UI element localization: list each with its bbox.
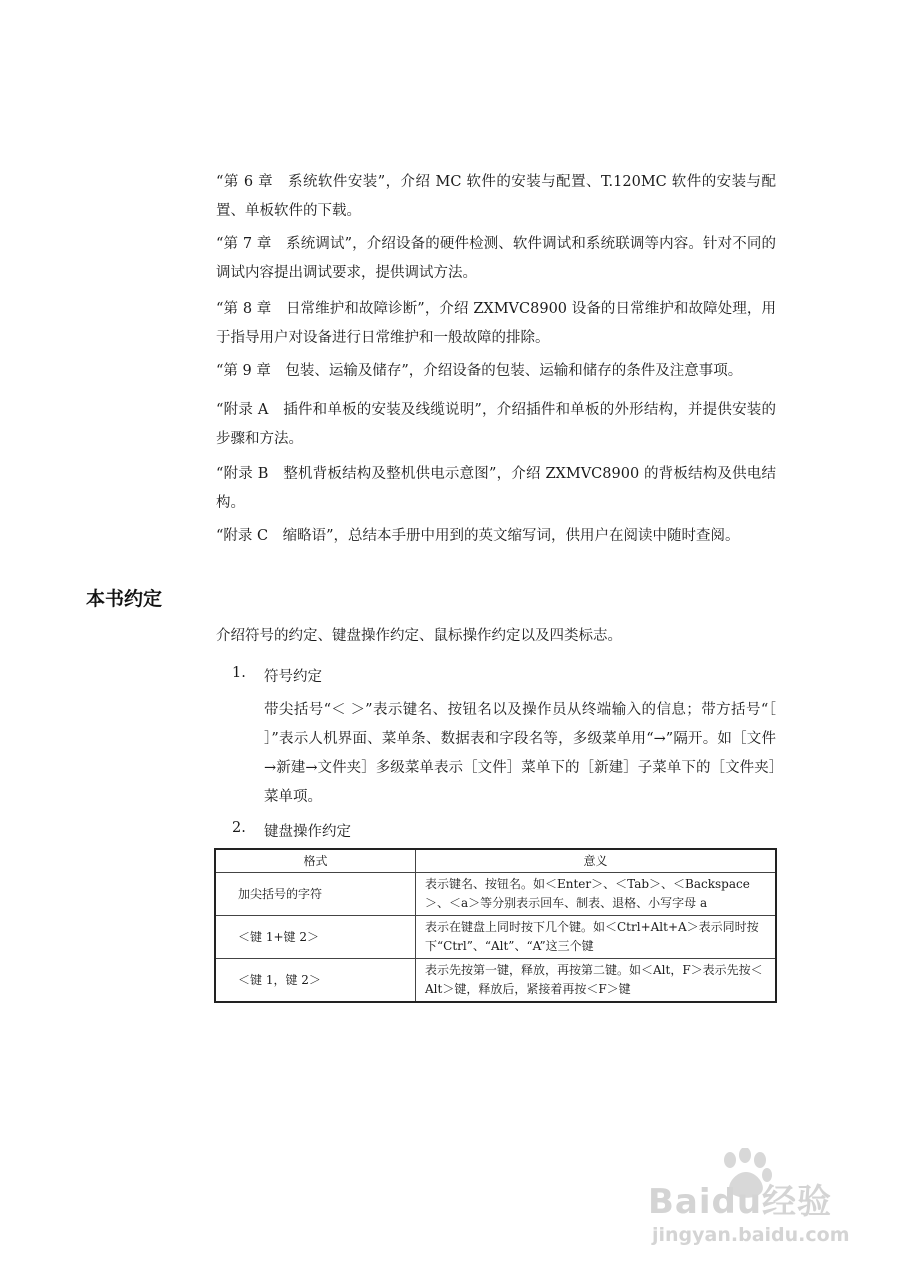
table-cell-format: ＜键 1，键 2＞ — [215, 959, 416, 1003]
table-row — [215, 959, 776, 1003]
baidu-jingyan-watermark — [648, 1150, 858, 1260]
chapter-8-description: “第 8 章 日常维护和故障诊断”，介绍 ZXMVC8900 设备的日常维护和故障处理，用于指导用户对设备进行日常维护和一般故障的排除。 — [216, 301, 776, 346]
table-header-row — [215, 849, 776, 873]
chapter-9-description: “第 9 章 包装、运输及储存”，介绍设备的包装、运输和储存的条件及注意事项。 — [216, 363, 743, 379]
header-meaning: 意义 — [416, 849, 777, 873]
table-cell-meaning: 表示在键盘上同时按下几个键。如＜Ctrl+Alt+A＞表示同时按下“Ctrl”、“Alt”、“A”这三个键 — [416, 916, 777, 959]
section-intro: 介绍符号的约定、键盘操作约定、鼠标操作约定以及四类标志。 — [216, 628, 622, 644]
appendix-a-description: “附录 A 插件和单板的安装及线缆说明”，介绍插件和单板的外形结构，并提供安装的步骤和方法。 — [216, 402, 776, 447]
keyboard-convention-table — [214, 848, 777, 1003]
item-1-number: 1. — [232, 665, 246, 681]
table-cell-format: ＜键 1+键 2＞ — [215, 916, 416, 959]
table-cell-format: 加尖括号的字符 — [215, 873, 416, 916]
chapter-7-description: “第 7 章 系统调试”，介绍设备的硬件检测、软件调试和系统联调等内容。针对不同的调试内容提出调试要求，提供调试方法。 — [216, 236, 776, 281]
chapter-6-description: “第 6 章 系统软件安装”，介绍 MC 软件的安装与配置、T.120MC 软件的安装与配置、单板软件的下载。 — [216, 174, 776, 219]
appendix-c-description: “附录 C 缩略语”，总结本手册中用到的英文缩写词，供用户在阅读中随时查阅。 — [216, 528, 740, 544]
item-1-title: 符号约定 — [264, 669, 322, 685]
section-title: 本书约定 — [86, 588, 163, 610]
table-row — [215, 873, 776, 916]
watermark-url: jingyan.baidu.com — [652, 1224, 850, 1246]
item-2-number: 2. — [232, 820, 246, 836]
table-row — [215, 916, 776, 959]
item-2-title: 键盘操作约定 — [264, 824, 351, 840]
table-cell-meaning: 表示先按第一键，释放，再按第二键。如＜Alt，F＞表示先按＜Alt＞键，释放后，紧接着再按＜F＞键 — [416, 959, 777, 1003]
watermark-brand: Baidu经验 — [648, 1182, 833, 1222]
item-1-text: 带尖括号“＜ ＞”表示键名、按钮名以及操作员从终端输入的信息；带方括号“［ ］”表示人机界面、菜单条、数据表和字段名等，多级菜单用“→”隔开。如［文件→新建→文件夹］多级菜单表示［文件］菜单下的［新建］子菜单下的［文件夹］菜单项。 — [264, 702, 776, 805]
header-format: 格式 — [215, 849, 416, 873]
table-cell-meaning: 表示键名、按钮名。如＜Enter＞、＜Tab＞、＜Backspace＞、＜a＞等分别表示回车、制表、退格、小写字母 a — [416, 873, 777, 916]
appendix-b-description: “附录 B 整机背板结构及整机供电示意图”，介绍 ZXMVC8900 的背板结构及供电结构。 — [216, 466, 776, 511]
